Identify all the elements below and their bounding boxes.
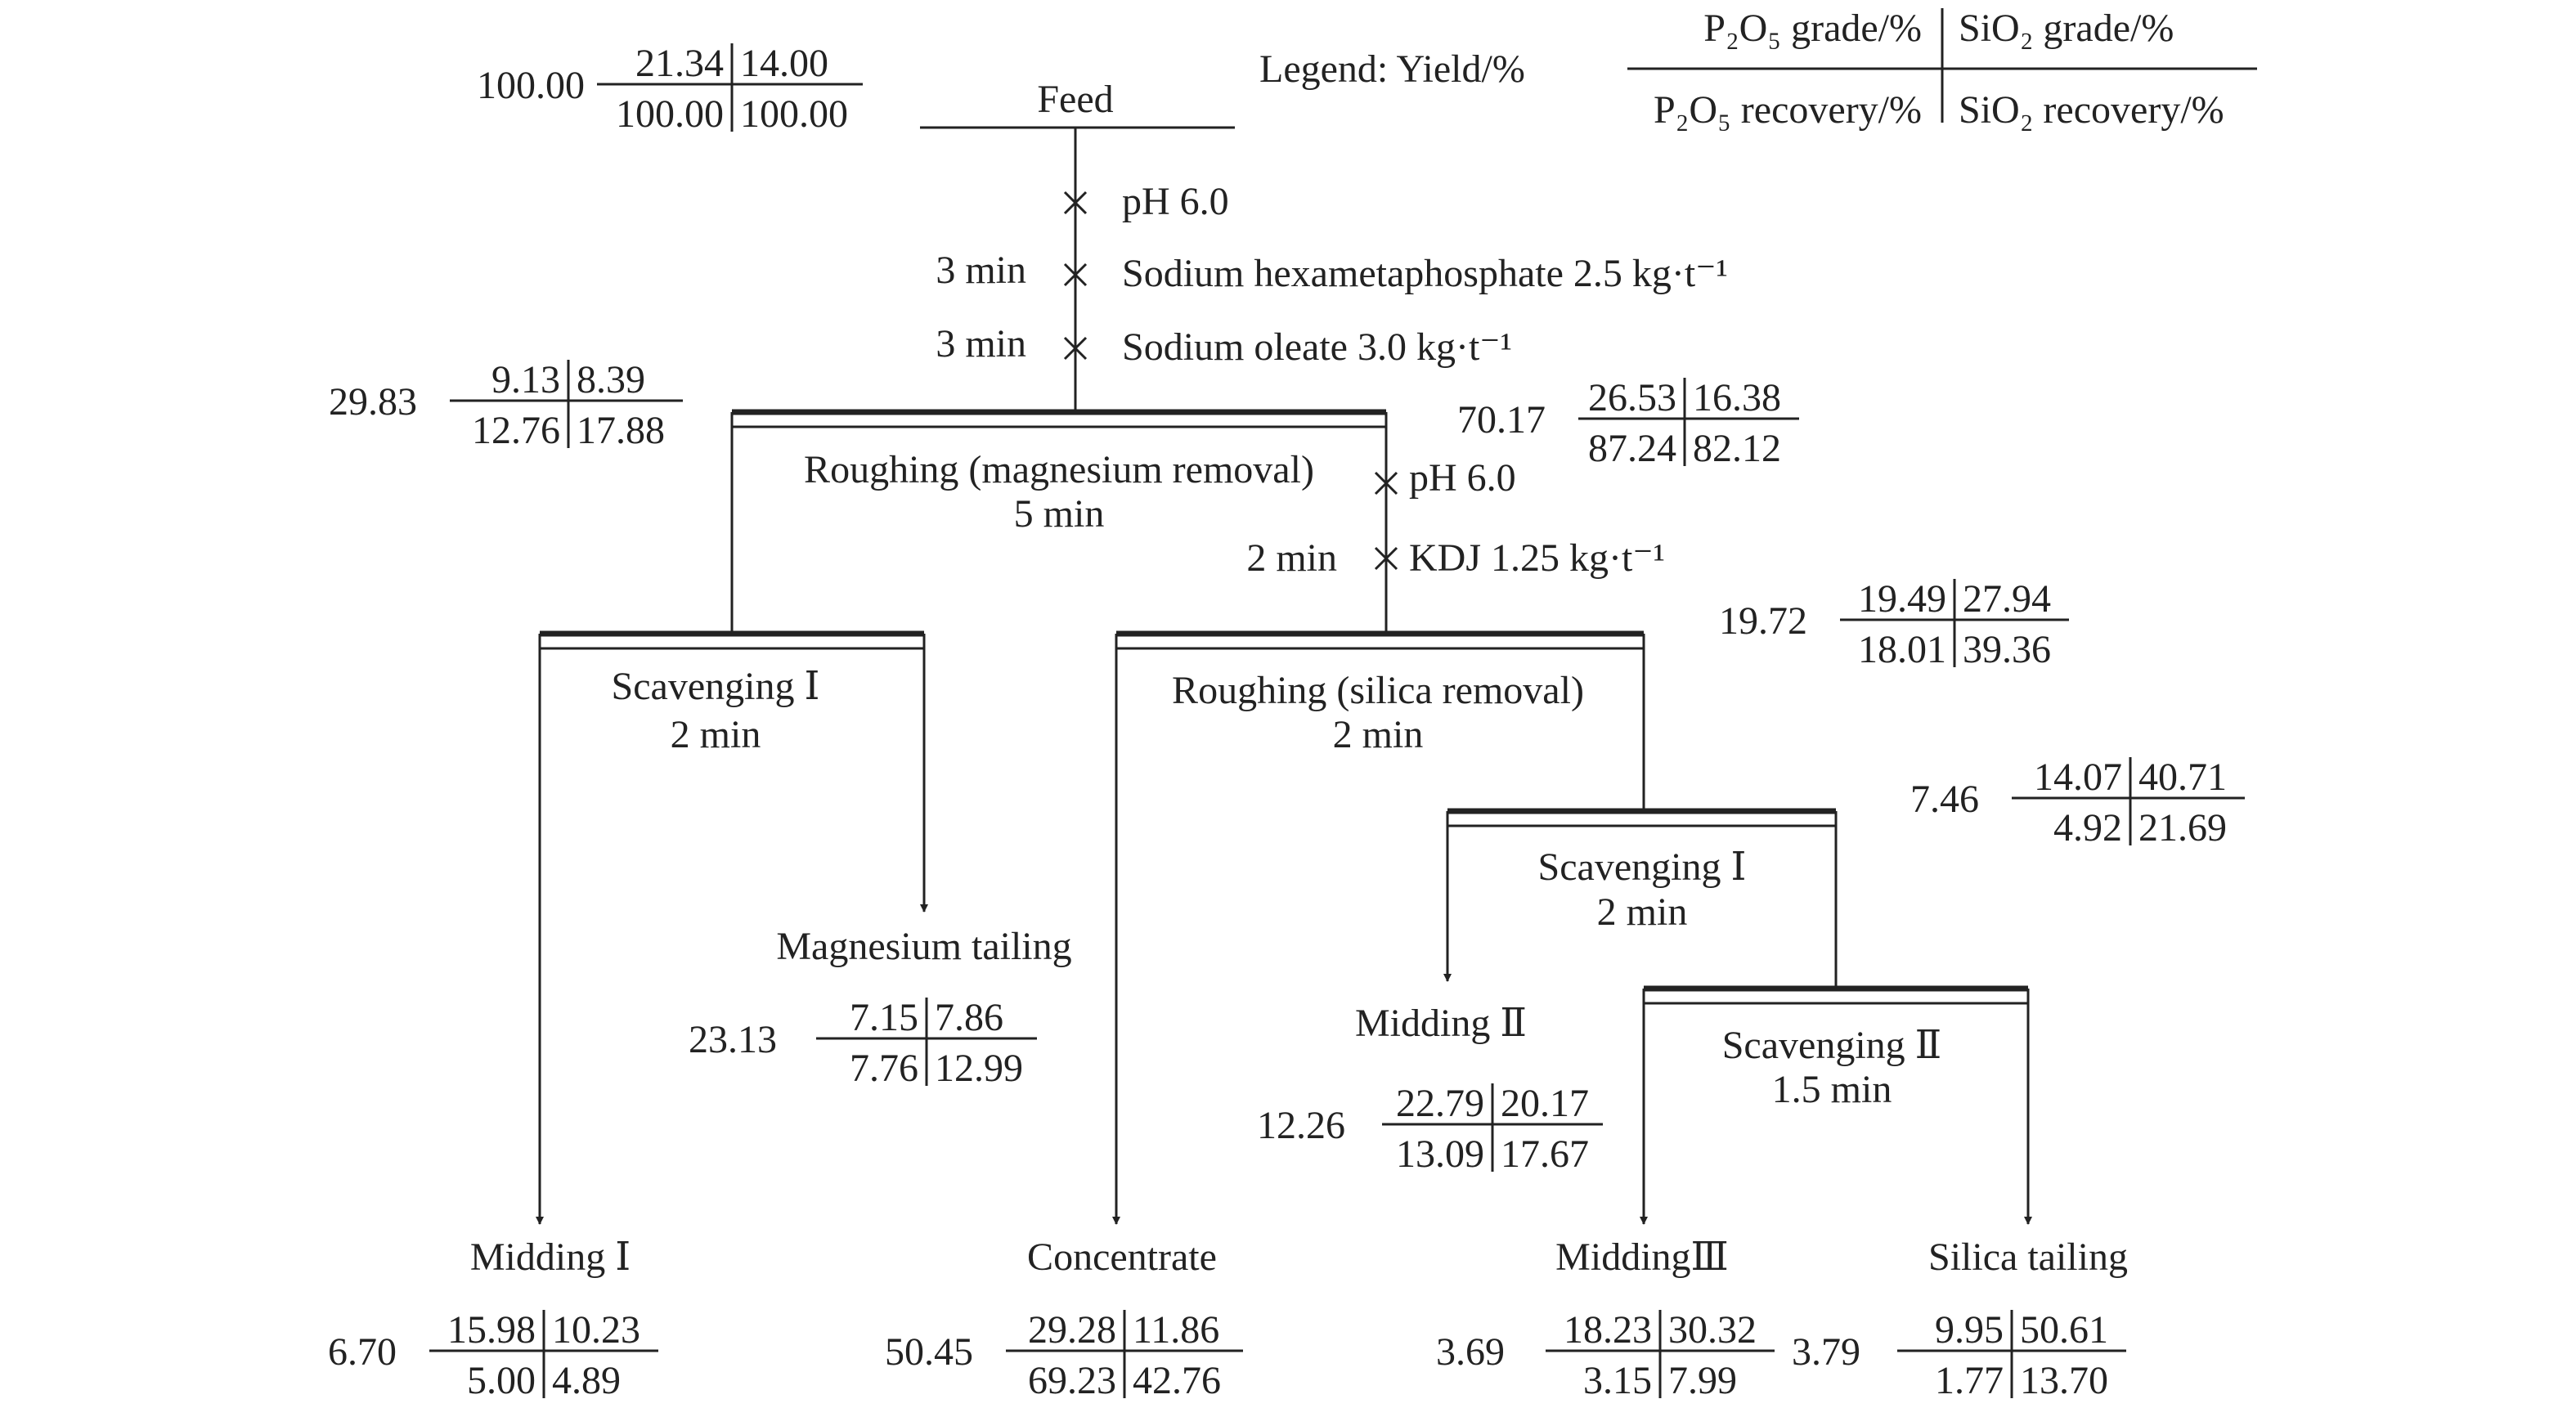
sio2-grade-value: 14.00	[740, 42, 828, 85]
p2o5-grade-value: 26.53	[1588, 376, 1676, 419]
reagent-ph-2: pH 6.0	[1409, 456, 1516, 500]
sio2-grade-value: 11.86	[1133, 1308, 1220, 1352]
legend-p2o5-recovery: P₂O₅ recovery/%	[1653, 88, 1922, 132]
product-yield: 50.45	[885, 1330, 973, 1374]
legend-sio2-recovery: SiO₂ recovery/%	[1959, 88, 2224, 132]
reagent-kdj: KDJ 1.25 kg·t⁻¹	[1409, 536, 1666, 580]
p2o5-recovery-value: 3.15	[1583, 1359, 1652, 1402]
sio2-grade-value: 50.61	[2020, 1308, 2108, 1352]
p2o5-recovery-value: 69.23	[1028, 1359, 1116, 1402]
sio2-grade-value: 10.23	[552, 1308, 640, 1352]
p2o5-grade-value: 19.49	[1858, 577, 1946, 621]
sio2-recovery-value: 82.12	[1693, 427, 1781, 470]
product-yield: 12.26	[1257, 1104, 1345, 1147]
legend	[1259, 7, 2257, 132]
product-block-midding3	[1436, 1308, 1775, 1402]
rough-si-label: Roughing (silica removal)	[1172, 669, 1584, 712]
product-block-scav1r-froth	[1910, 756, 2245, 850]
scav1-left-time: 2 min	[670, 713, 761, 756]
feed-label: Feed	[1037, 78, 1114, 121]
p2o5-grade-value: 21.34	[635, 42, 724, 85]
sio2-grade-value: 7.86	[935, 996, 1003, 1039]
sio2-grade-value: 30.32	[1668, 1308, 1757, 1352]
rough-si-time: 2 min	[1332, 713, 1424, 756]
sio2-grade-value: 16.38	[1693, 376, 1781, 419]
midding3-label: MiddingⅢ	[1555, 1235, 1729, 1279]
sio2-grade-value: 27.94	[1963, 577, 2051, 621]
product-data-blocks	[328, 42, 2245, 1402]
reagent-hexa-time: 3 min	[936, 249, 1026, 292]
sio2-grade-value: 8.39	[577, 358, 645, 401]
legend-prefix: Legend: Yield/%	[1259, 47, 1525, 91]
p2o5-recovery-value: 4.92	[2053, 806, 2122, 850]
p2o5-grade-value: 22.79	[1396, 1082, 1484, 1125]
product-yield: 6.70	[328, 1330, 397, 1374]
p2o5-recovery-value: 13.09	[1396, 1132, 1484, 1176]
legend-p2o5-grade: P₂O₅ grade/%	[1703, 7, 1922, 50]
product-yield: 29.83	[329, 380, 417, 424]
product-block-mg-tailing	[689, 996, 1037, 1090]
reagent-hexametaphosphate: Sodium hexametaphosphate 2.5 kg·t⁻¹	[1122, 252, 1728, 295]
midding2-label: Midding Ⅱ	[1355, 1002, 1527, 1045]
scav1-right-time: 2 min	[1596, 890, 1688, 934]
p2o5-grade-value: 9.95	[1935, 1308, 2004, 1352]
product-block-midding2	[1257, 1082, 1603, 1176]
reagent-ph-1: pH 6.0	[1122, 180, 1229, 223]
sio2-recovery-value: 17.67	[1501, 1132, 1589, 1176]
product-block-rough-si-froth	[1719, 577, 2069, 671]
product-block-rough-mg-froth	[329, 358, 683, 452]
product-yield: 19.72	[1719, 599, 1807, 643]
sio2-recovery-value: 7.99	[1668, 1359, 1737, 1402]
p2o5-recovery-value: 1.77	[1935, 1359, 2004, 1402]
sio2-recovery-value: 12.99	[935, 1047, 1023, 1090]
p2o5-grade-value: 15.98	[447, 1308, 536, 1352]
sio2-grade-value: 40.71	[2138, 756, 2227, 799]
concentrate-label: Concentrate	[1027, 1235, 1217, 1279]
p2o5-grade-value: 18.23	[1564, 1308, 1652, 1352]
p2o5-grade-value: 7.15	[850, 996, 918, 1039]
reagent-sodium-oleate: Sodium oleate 3.0 kg·t⁻¹	[1122, 325, 1512, 369]
silica-tailing-label: Silica tailing	[1928, 1235, 2128, 1279]
rough-mg-time: 5 min	[1013, 492, 1105, 536]
sio2-recovery-value: 39.36	[1963, 628, 2051, 671]
p2o5-grade-value: 29.28	[1028, 1308, 1116, 1352]
reagent-kdj-time: 2 min	[1246, 536, 1337, 580]
product-yield: 3.79	[1792, 1330, 1860, 1374]
scav1-left-label: Scavenging Ⅰ	[611, 665, 820, 708]
p2o5-recovery-value: 87.24	[1588, 427, 1676, 470]
sio2-recovery-value: 100.00	[740, 92, 848, 136]
sio2-recovery-value: 21.69	[2138, 806, 2227, 850]
p2o5-recovery-value: 7.76	[850, 1047, 918, 1090]
product-block-concentrate	[885, 1308, 1243, 1402]
reagent-marks	[1065, 192, 1397, 569]
sio2-recovery-value: 42.76	[1133, 1359, 1221, 1402]
reagent-oleate-time: 3 min	[936, 322, 1026, 365]
p2o5-grade-value: 14.07	[2034, 756, 2122, 799]
scav2-time: 1.5 min	[1771, 1068, 1892, 1111]
product-yield: 3.69	[1436, 1330, 1505, 1374]
p2o5-recovery-value: 100.00	[616, 92, 724, 136]
product-yield: 7.46	[1910, 778, 1979, 821]
p2o5-recovery-value: 18.01	[1858, 628, 1946, 671]
mg-tailing-label: Magnesium tailing	[776, 925, 1072, 968]
product-yield: 70.17	[1457, 398, 1546, 442]
sio2-grade-value: 20.17	[1501, 1082, 1589, 1125]
product-yield: 23.13	[689, 1018, 777, 1061]
rough-mg-label: Roughing (magnesium removal)	[804, 448, 1314, 491]
sio2-recovery-value: 4.89	[552, 1359, 621, 1402]
product-block-silica-tailing	[1792, 1308, 2126, 1402]
product-block-midding1	[328, 1308, 658, 1402]
scav2-label: Scavenging Ⅱ	[1721, 1024, 1942, 1067]
midding1-label: Midding Ⅰ	[469, 1235, 631, 1279]
p2o5-recovery-value: 5.00	[467, 1359, 536, 1402]
product-yield: 100.00	[477, 64, 585, 107]
p2o5-recovery-value: 12.76	[472, 409, 560, 452]
legend-sio2-grade: SiO₂ grade/%	[1959, 7, 2174, 50]
scav1-right-label: Scavenging Ⅰ	[1537, 845, 1747, 889]
sio2-recovery-value: 13.70	[2020, 1359, 2108, 1402]
sio2-recovery-value: 17.88	[577, 409, 665, 452]
p2o5-grade-value: 9.13	[491, 358, 560, 401]
product-block-feed	[477, 42, 863, 136]
